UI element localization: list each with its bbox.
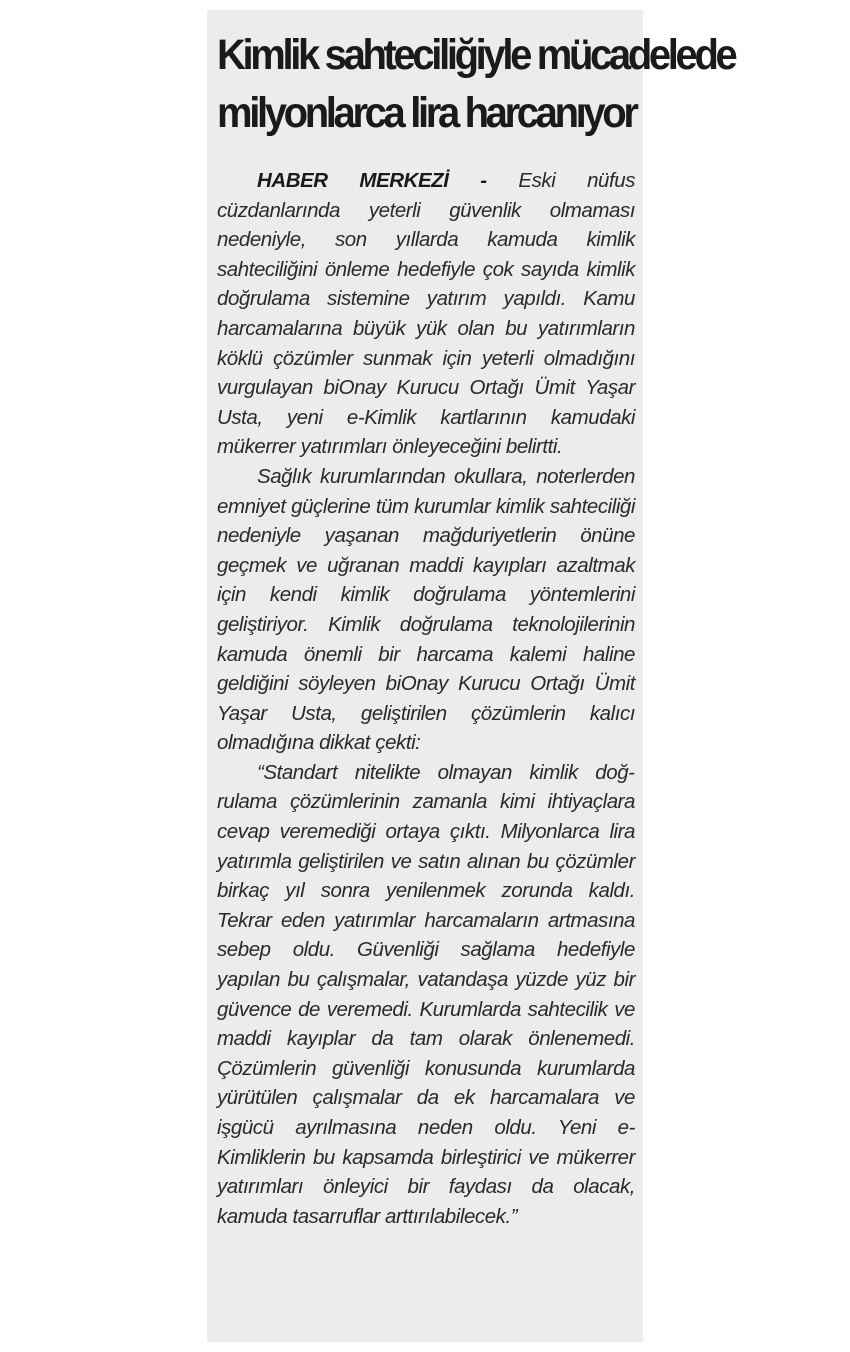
headline-line-1: Kimlik sahteciliğiyle mücadelede [217, 31, 735, 79]
article-body [217, 166, 635, 1231]
paragraph-3-quote: “Standart nitelikte olmayan kimlik doğrulama çözümlerinin zamanla kimi ihtiyaçlara cevap veremediği ortaya çıktı. Milyonlarca lira yatırımla geliştirilen ve satın alınan bu çözümler birkaç yıl sonra yenilenmek zorunda kaldı. Tekrar eden yatırımlar harcamaların artmasına sebep oldu. Güvenliği sağlama hedefiyle yapılan bu çalışmalar, vatandaşa yüzde yüz bir güvence de veremedi. Kurumlarda sahtecilik ve maddi kayıplar da tam olarak önlenemedi. Çözümlerin güvenliği konusunda kurumlarda yürütülen çalışmalar da ek harcamalara ve işgücü ayrılmasına neden oldu. Yeni e-Kimliklerin bu kapsamda birleştirici ve mükerrer yatırımları önleyici bir faydası da olacak, kamuda tasarruflar arttırılabilecek.” [217, 760, 635, 1228]
headline-line-2: milyonlarca lira harcanıyor [217, 89, 636, 137]
paragraph-1 [217, 166, 635, 462]
headline [217, 26, 735, 142]
paragraph-2: Sağlık kurumlarından okullara, noterlerden emniyet güçlerine tüm kurumlar kimlik sahteciliği nedeniyle yaşanan mağduriyetlerin önüne geçmek ve uğranan maddi kayıpları azaltmak için kendi kimlik doğrulama yöntemlerini geliştiriyor. Kimlik doğrulama teknolojilerinin kamuda önemli bir harcama kalemi haline geldiğini söyleyen biOnay Kurucu Ortağı Ümit Yaşar Usta, geliştirilen çözümlerin kalıcı olmadığına dikkat çekti: [217, 464, 635, 755]
paragraph-1-text: Eski nüfus cüzdanlarında yeterli güvenlik olmaması nedeniyle, son yıllarda kamuda kimlik sahteciliğini önleme hedefiyle çok sayıda kimlik doğrulama sistemine yatırım yapıldı. Kamu harcamalarına büyük yük olan bu yatırımların köklü çözümler sunmak için yeterli olmadığını vurgulayan biOnay Kurucu Ortağı Ümit Yaşar Usta, yeni e-Kimlik kartlarının kamudaki mükerrer yatırımları önleyeceğini belirtti. [217, 169, 635, 459]
byline: HABER MERKEZİ - [257, 169, 487, 192]
news-clipping [207, 10, 735, 1342]
